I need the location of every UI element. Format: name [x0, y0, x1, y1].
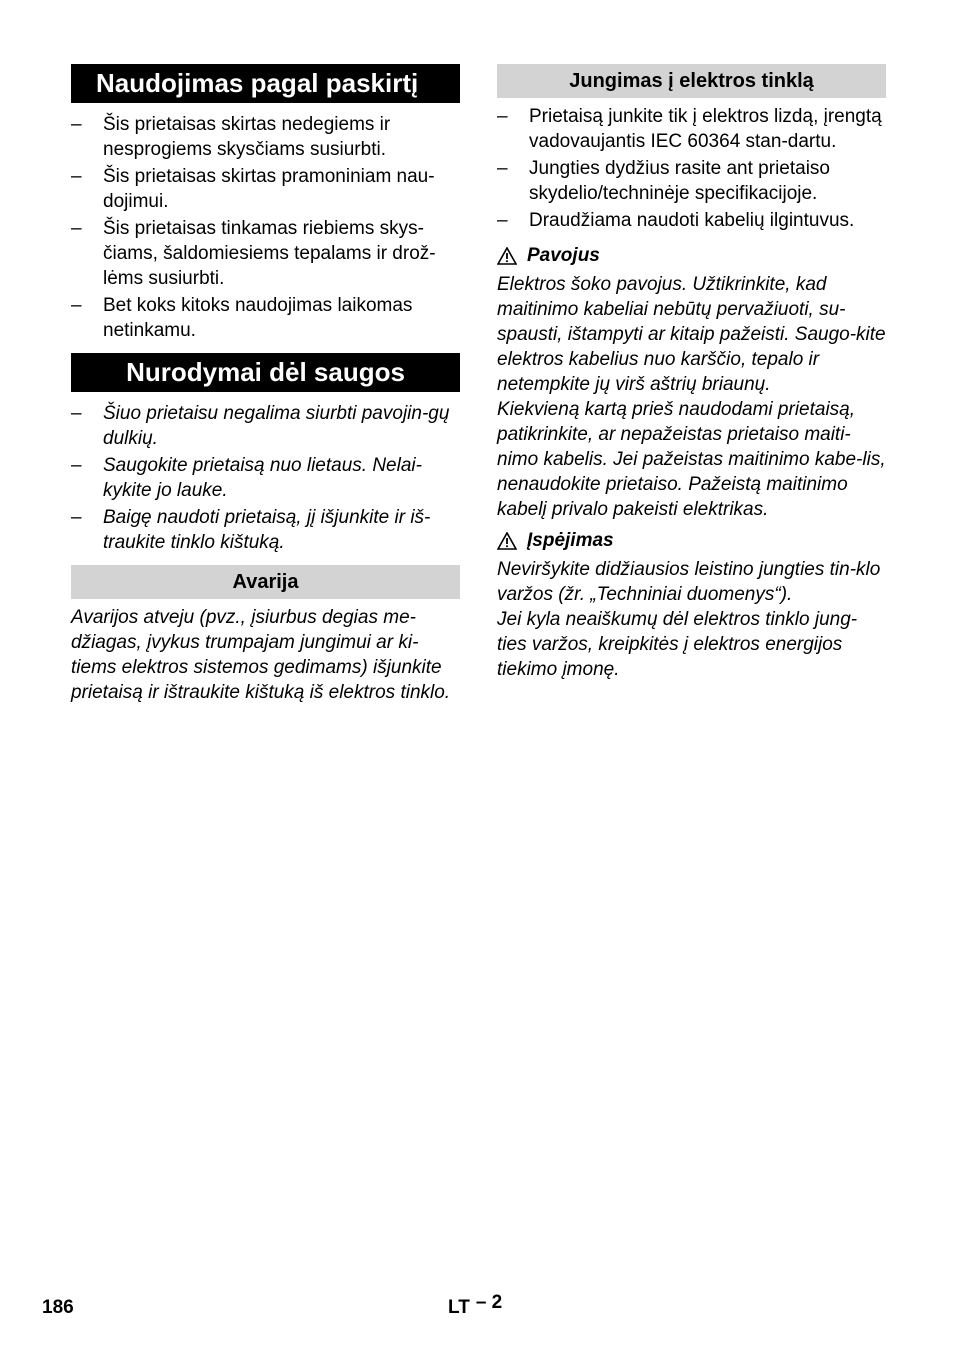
list-item: – Jungties dydžius rasite ant prietaiso skydelio/techninėje specifikacijoje. [497, 158, 830, 204]
dash-bullet: – [71, 455, 82, 476]
list-item: – Šiuo prietaisu negalima siurbti pavojin-gų dulkių. [71, 403, 450, 449]
dash-bullet: – [497, 158, 508, 179]
danger-paragraph-2: Kiekvieną kartą prieš naudodami prietaisą, patikrinkite, ar nepažeistas prietaiso maiti-nimo kabelis. Jei pažeistas maitinimo kabe-lis, nenaudokite prietaiso. Pažeistą maitinimo kabelį privalo pakeisti elektrikas. [497, 399, 886, 520]
list-item: – Draudžiama naudoti kabelių ilgintuvus. [497, 210, 855, 231]
emergency-paragraph: Avarijos atveju (pvz., įsiurbus degias me-džiagas, įvykus trumpajam jungimui ar ki-tiems elektros sistemos gedimams) išjunkite prietaisą ir ištraukite kištuką iš elektros tinklo. [71, 607, 451, 703]
dash-bullet: – [71, 166, 82, 187]
section-heading-safety: Nurodymai dėl saugos [71, 353, 460, 392]
list-item: – Prietaisą junkite tik į elektros lizdą, įrengtą vadovaujantis IEC 60364 stan-dartu. [497, 106, 882, 152]
dash-bullet: – [71, 403, 82, 424]
list-item: – Šis prietaisas skirtas pramoniniam nau-dojimui. [71, 166, 435, 212]
language-code: LT [448, 1297, 470, 1318]
right-column [497, 64, 886, 682]
dash-bullet: – [71, 218, 82, 239]
warning-triangle-icon [497, 532, 517, 550]
section-page: – 2 [475, 1292, 503, 1313]
dash-bullet: – [497, 106, 508, 127]
page-number: 186 [42, 1297, 74, 1318]
danger-label: Pavojus [497, 243, 886, 268]
mains-connection-list [497, 104, 886, 233]
list-item: – Šis prietaisas skirtas nedegiems ir nesprogiems skysčiams susiurbti. [71, 114, 391, 160]
warning-triangle-icon [497, 247, 517, 265]
dash-bullet: – [497, 210, 508, 231]
subheading-emergency: Avarija [71, 565, 460, 599]
warning-paragraph-2: Jei kyla neaiškumų dėl elektros tinklo jung-ties varžos, kreipkitės į elektros energijos tiekimo įmonę. [497, 609, 858, 680]
left-column [71, 64, 460, 705]
footer-language [448, 1292, 503, 1319]
safety-list [71, 401, 460, 555]
list-item: – Šis prietaisas tinkamas riebiems skys-čiams, šaldomiesiems tepalams ir drož-lėms susiurbti. [71, 218, 436, 289]
dash-bullet: – [71, 114, 82, 135]
list-item: – Baigę naudoti prietaisą, jį išjunkite ir iš-traukite tinklo kištuką. [71, 507, 431, 553]
dash-bullet: – [71, 295, 82, 316]
subheading-mains-connection: Jungimas į elektros tinklą [497, 64, 886, 98]
section-heading-intended-use: Naudojimas pagal paskirtį [71, 64, 460, 103]
intended-use-list [71, 112, 460, 343]
warning-label: Įspėjimas [497, 528, 886, 553]
list-item: – Saugokite prietaisą nuo lietaus. Nelai-kykite jo lauke. [71, 455, 422, 501]
danger-paragraph-1: Elektros šoko pavojus. Užtikrinkite, kad maitinimo kabeliai nebūtų pervažiuoti, su-spausti, ištampyti ar kitaip pažeisti. Saugo-kite elektros kabelius nuo karščio, tepalo ir netempkite jų virš aštrių briaunų. [497, 274, 886, 395]
dash-bullet: – [71, 507, 82, 528]
warning-paragraph-1: Neviršykite didžiausios leistino jungties tin-klo varžos (žr. „Techniniai duomenys“). [497, 559, 881, 605]
list-item: – Bet koks kitoks naudojimas laikomas netinkamu. [71, 295, 413, 341]
